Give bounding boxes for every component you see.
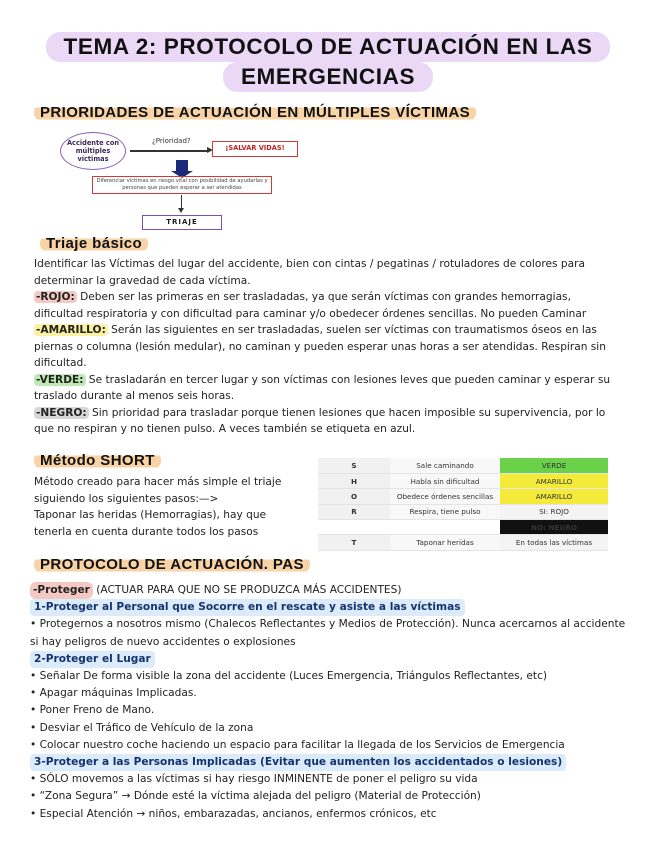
pas-proteger — [30, 582, 630, 599]
table-row — [318, 520, 608, 535]
sub3-item: • SÓLO movemos a las víctimas si hay riesgo INMINENTE de poner el peligro su vida — [30, 773, 478, 786]
short-desc: Respira, tiene pulso — [390, 504, 500, 519]
sub2-item: • Desviar el Tráfico de Vehículo de la zona — [30, 721, 254, 734]
priority-diagram — [60, 128, 310, 234]
page-title — [0, 32, 656, 62]
short-result: NO: NEGRO — [500, 520, 608, 535]
page-title-2 — [0, 62, 656, 92]
triaje-negro — [34, 405, 622, 438]
short-result: VERDE — [500, 458, 608, 473]
sub2-item: • Apagar máquinas Implicadas. — [30, 687, 197, 700]
table-row — [318, 535, 608, 550]
proteger-label: -Proteger — [30, 582, 93, 599]
short-letter: H — [318, 473, 390, 488]
negro-label: -NEGRO: — [36, 406, 87, 419]
triaje-verde — [34, 372, 622, 405]
short-desc: Habla sin dificultad — [390, 473, 500, 488]
pas-body — [30, 582, 630, 823]
short-text-2: Taponar las heridas (Hemorragias), hay que tenerla en cuenta durante todos los pasos — [34, 509, 267, 538]
pas-sub3 — [30, 754, 630, 771]
triaje-amarillo — [34, 322, 622, 372]
section-pas-label: PROTOCOLO DE ACTUACIÓN. PAS — [34, 556, 310, 573]
section-short-label: Método SHORT — [34, 452, 161, 469]
sub2-heading: 2-Proteger el Lugar — [30, 651, 155, 668]
table-row — [318, 458, 608, 473]
short-result: En todas las víctimas — [500, 535, 608, 550]
table-row — [318, 473, 608, 488]
rojo-text: Deben ser las primeras en ser trasladadas, ya que serán víctimas con grandes hemorragias, dificultad respiratoria y con dificultad para caminar y/o obedecer órdenes sencillas. No pueden Caminar — [34, 291, 587, 320]
short-letter: T — [318, 535, 390, 550]
pas-sub2 — [30, 651, 630, 668]
sub2-item: • Colocar nuestro coche haciendo un espacio para facilitar la llegada de los Servicios de Emergencia — [30, 738, 565, 751]
triaje-rojo — [34, 289, 622, 322]
sub2-item: • Poner Freno de Mano. — [30, 704, 155, 717]
verde-label: -VERDE: — [36, 373, 84, 386]
short-desc: Taponar heridas — [390, 535, 500, 550]
short-desc: Obedece órdenes sencillas — [390, 489, 500, 504]
section-triaje — [40, 235, 148, 252]
short-letter — [318, 520, 390, 535]
section-short — [34, 452, 161, 469]
short-body — [34, 474, 304, 540]
short-result: SI: ROJO — [500, 504, 608, 519]
short-text-1: Método creado para hacer más simple el triaje siguiendo los siguientes pasos:—> — [34, 476, 282, 505]
sub1-item: • Protegernos a nosotros mismo (Chalecos Reflectantes y Medios de Protección). Nunca acercarnos al accidente si hay peligros de nuevo accidentes o explosiones — [30, 618, 626, 648]
section-prioridades-label: PRIORIDADES DE ACTUACIÓN EN MÚLTIPLES VÍCTIMAS — [34, 104, 476, 121]
section-prioridades — [34, 104, 476, 121]
arrow-right-icon — [130, 150, 208, 152]
short-desc — [390, 520, 500, 535]
triaje-intro: Identificar las Víctimas del lugar del accidente, bien con cintas / pegatinas / rotuladores de colores para determinar la gravedad de cada víctima. — [34, 258, 585, 287]
section-pas — [34, 556, 310, 573]
short-table — [318, 458, 608, 551]
sub1-heading: 1-Proteger al Personal que Socorre en el rescate y asiste a las víctimas — [30, 599, 465, 616]
section-triaje-label: Triaje básico — [40, 235, 148, 252]
table-row — [318, 489, 608, 504]
sub3-item: • Especial Atención → niños, embarazadas, ancianos, enfermos crónicos, etc — [30, 807, 437, 820]
pas-sub1 — [30, 599, 630, 616]
sub3-item: • “Zona Segura” → Dónde esté la víctima alejada del peligro (Material de Protección) — [30, 790, 481, 803]
diagram-question: ¿Prioridad? — [152, 137, 191, 145]
amarillo-text: Serán las siguientes en ser trasladadas, suelen ser víctimas con traumatismos óseos en las piernas o columna (lesión medular), no caminan y pueden esperar unas horas a ser atendidas. Respiran sin dificultad. — [34, 324, 606, 369]
title-line-2: EMERGENCIAS — [223, 62, 433, 92]
arrow-down-thin-icon — [181, 195, 182, 208]
verde-text: Se trasladarán en tercer lugar y son víctimas con lesiones leves que pueden caminar y esperar su traslado durante al menos seis horas. — [34, 373, 611, 402]
negro-text: Sin prioridad para trasladar porque tienen lesiones que hacen imposible su supervivencia, por lo que no respiran y no tienen pulso. A veces también se etiqueta en azul. — [34, 406, 606, 435]
diagram-oval: Accidente con múltiples víctimas — [60, 132, 126, 170]
short-letter: R — [318, 504, 390, 519]
table-row — [318, 504, 608, 519]
diagram-salvar: ¡SALVAR VIDAS! — [212, 141, 298, 157]
short-result: AMARILLO — [500, 473, 608, 488]
diagram-triaje: TRIAJE — [142, 215, 222, 230]
triaje-body — [34, 256, 622, 438]
rojo-label: -ROJO: — [36, 291, 75, 303]
title-line-1: TEMA 2: PROTOCOLO DE ACTUACIÓN EN LAS — [46, 32, 611, 62]
diagram-diferenciar: Diferenciar víctimas en riesgo vital con posibilidad de ayudarlas y personas que pueden esperar a ser atendidas — [92, 176, 272, 194]
sub3-heading: 3-Proteger a las Personas Implicadas (Evitar que aumenten los accidentados o lesiones) — [30, 754, 566, 771]
short-desc: Sale caminando — [390, 458, 500, 473]
proteger-text: (ACTUAR PARA QUE NO SE PRODUZCA MÁS ACCIDENTES) — [92, 584, 402, 596]
short-result: AMARILLO — [500, 489, 608, 504]
arrow-down-icon — [176, 160, 188, 171]
amarillo-label: -AMARILLO: — [36, 324, 106, 336]
sub2-item: • Señalar De forma visible la zona del accidente (Luces Emergencia, Triángulos Reflectantes, etc) — [30, 670, 548, 683]
short-letter: S — [318, 458, 390, 473]
short-letter: O — [318, 489, 390, 504]
